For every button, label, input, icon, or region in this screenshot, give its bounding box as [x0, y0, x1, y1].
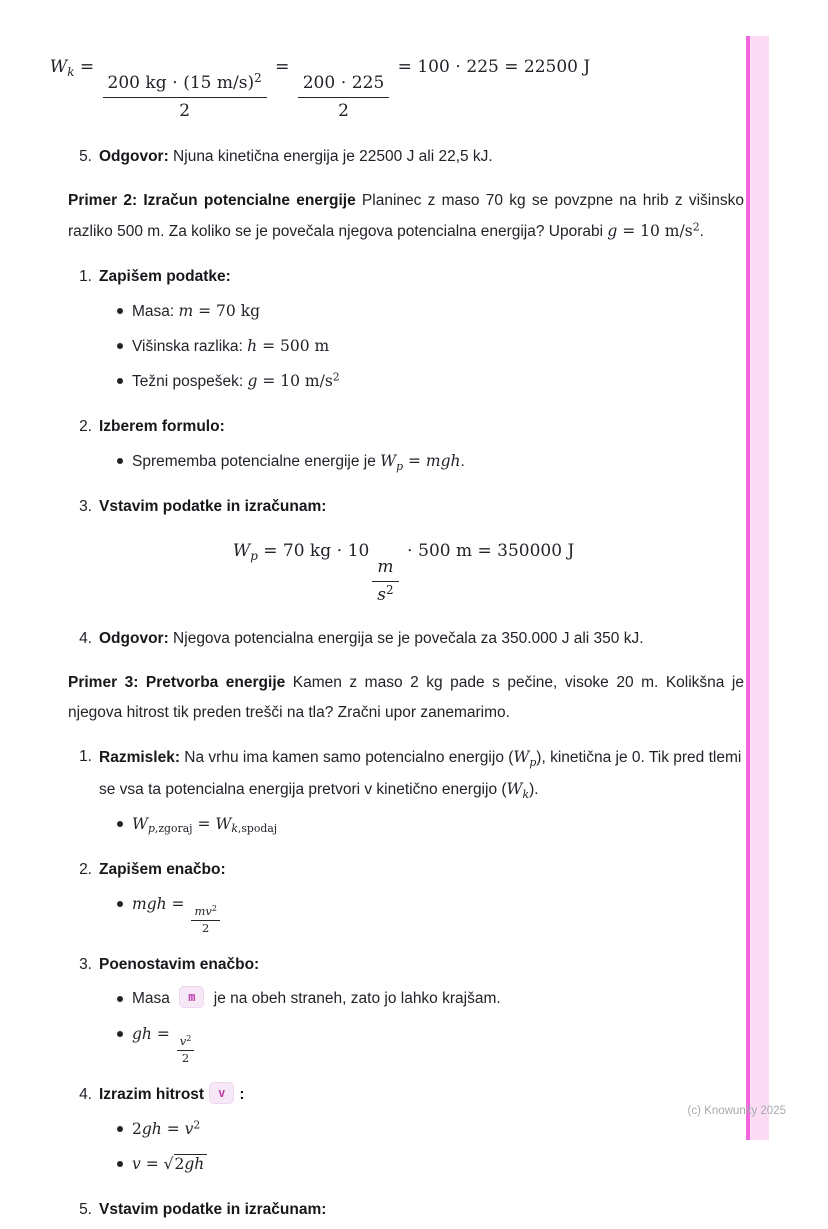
- list-marker: 4.: [79, 1086, 92, 1104]
- math-superscript: 2: [332, 370, 340, 384]
- math-text: = 10 m/s: [617, 222, 693, 241]
- math-var: W: [215, 814, 232, 833]
- math-text: = 100 ⋅ 225 = 22500 J: [392, 57, 591, 77]
- math-text: ,zgoraj: [154, 822, 193, 836]
- bold-label: Zapišem enačbo:: [99, 860, 226, 878]
- bullet-item-sqrt: [99, 1149, 744, 1180]
- bullet-icon: [117, 343, 123, 349]
- paragraph-primer-3: [68, 668, 744, 728]
- math-operator: =: [74, 57, 100, 77]
- text-run: Masa: [132, 990, 175, 1008]
- list-item-text: [99, 1080, 744, 1110]
- bullet-item-visinska: [99, 331, 744, 362]
- text-run: Masa:: [132, 302, 179, 320]
- bullet-icon: [117, 378, 123, 384]
- list-item-text: [99, 262, 744, 292]
- bullet-icon: [117, 1126, 123, 1132]
- text-run: Višinska razlika:: [132, 337, 248, 355]
- math-superscript: 2: [193, 1118, 201, 1132]
- math-subscript: p: [396, 459, 404, 473]
- primer-3-title: Primer 3: Pretvorba energije: [68, 674, 286, 692]
- fraction-denominator: 2: [179, 101, 191, 122]
- math-operator: =: [269, 57, 295, 77]
- text-run: Njuna kinetična energija je 22500 J ali 22,5 kJ.: [168, 148, 493, 166]
- bullet-icon: [117, 1161, 123, 1167]
- bullet-icon: [117, 996, 123, 1002]
- primer-2-title: Primer 2: Izračun potencialne energije: [68, 192, 356, 210]
- math-var: W: [49, 57, 68, 77]
- fraction-numerator: [191, 905, 219, 921]
- bullet-text: [132, 1149, 744, 1180]
- list-marker: 5.: [79, 148, 92, 166]
- code-chip-m: m: [179, 986, 204, 1008]
- bold-label: Zapišem podatke:: [99, 267, 231, 285]
- page-scrollbar[interactable]: [746, 36, 769, 1140]
- fraction-denominator: [372, 582, 398, 606]
- list-marker: 3.: [79, 956, 92, 974]
- bullet-item-tezni: [99, 366, 744, 397]
- math-subscript: k: [522, 787, 530, 801]
- text-run: Njegova potencialna energija se je povečala za 350.000 J ali 350 kJ.: [168, 630, 644, 648]
- bold-label: Vstavim podatke in izračunam:: [99, 1201, 327, 1219]
- fraction-numerator: [177, 1035, 195, 1051]
- math-operator: =: [140, 1155, 164, 1174]
- math-text: = 70 kg: [193, 301, 261, 320]
- list-item-text: [99, 412, 744, 442]
- math-superscript: 2: [386, 583, 394, 598]
- list-item-text: [99, 950, 744, 980]
- watermark-text: (c) Knowunity 2025: [687, 1105, 786, 1117]
- list-marker: 4.: [79, 630, 92, 648]
- list-item-zapisem-enacbo: [68, 855, 744, 940]
- text-run: Kamen z maso 2 kg pade s pečine, visoke 20 m. Kolikšna je njegova hitrost tik preden trešči na tla? Zračni upor zanemarimo.: [68, 674, 744, 722]
- math-text: 200 kg ⋅ (15 m/s): [107, 73, 255, 94]
- fraction-denominator: 2: [202, 921, 210, 936]
- math-var: g: [247, 371, 258, 390]
- math-operator: =: [166, 894, 190, 913]
- math-var: mgh: [425, 451, 461, 470]
- math-var: W: [513, 748, 530, 767]
- text-run: Sprememba potencialne energije je: [132, 452, 381, 470]
- text-run: Planinec z maso 70 kg se povzpne na hrib z višinsko razliko 500 m. Za koliko se je povečala njegova potencialna energija? Uporabi: [68, 192, 744, 241]
- fraction-numerator: [103, 72, 267, 98]
- list-item-text: [99, 742, 744, 804]
- math-var: v: [179, 1033, 187, 1048]
- math-var: W: [506, 779, 523, 798]
- fraction-denominator: 2: [338, 101, 349, 122]
- fraction: [191, 905, 219, 935]
- math-operator: =: [403, 451, 426, 470]
- math-var: W: [132, 814, 148, 833]
- math-superscript: 2: [692, 221, 700, 235]
- math-text: ,spodaj: [237, 822, 278, 836]
- text-run: .: [699, 223, 704, 241]
- bold-label: Izberem formulo:: [99, 417, 225, 435]
- bold-label: Razmislek:: [99, 749, 180, 767]
- bullet-text: [132, 1114, 744, 1145]
- math-var: p: [147, 822, 155, 836]
- list-marker: 2.: [79, 417, 92, 435]
- bullet-icon: [117, 1031, 123, 1037]
- math-var: v: [132, 1155, 141, 1174]
- list-marker: 3.: [79, 497, 92, 515]
- bullet-text: [132, 366, 744, 397]
- text-run: Težni pospešek:: [132, 372, 248, 390]
- text-run: .: [460, 452, 465, 470]
- list-item-text: [99, 492, 744, 522]
- bullet-item-gh-equation: [99, 1019, 744, 1066]
- math-superscript: 2: [211, 904, 217, 914]
- list-item-zapisem-podatke: [68, 262, 744, 401]
- list-item-poenostavim: [68, 950, 744, 1069]
- math-subscript: [231, 823, 277, 835]
- bullet-text: [132, 1019, 744, 1066]
- bullet-item-masa-krajsanje: [99, 984, 744, 1014]
- paragraph-primer-2: [68, 186, 744, 247]
- bold-label: Izrazim hitrost: [99, 1086, 205, 1104]
- text-run: :: [239, 1086, 245, 1104]
- math-text: = 10 m/s: [257, 371, 333, 390]
- math-superscript: 2: [186, 1033, 192, 1043]
- radical-sign: √: [163, 1155, 174, 1174]
- bold-label: Odgovor:: [99, 630, 169, 648]
- math-text: ⋅ 500 m = 350000 J: [401, 540, 575, 561]
- fraction-denominator: 2: [181, 1051, 190, 1065]
- math-var: s: [377, 585, 387, 606]
- list-item-izberem-formulo: [68, 412, 744, 481]
- code-chip-v: v: [209, 1082, 234, 1104]
- scrollbar-accent-line: [746, 36, 750, 1140]
- list-marker: 1.: [79, 748, 92, 766]
- bullet-text: [132, 984, 744, 1014]
- list-item-izrazim-hitrost: [68, 1080, 744, 1184]
- bullet-text: [132, 809, 744, 840]
- bold-label: Poenostavim enačbo:: [99, 956, 260, 974]
- math-var: W: [232, 540, 251, 561]
- bullet-text: [132, 446, 744, 477]
- bullet-text: [132, 296, 744, 327]
- bullet-text: [132, 889, 744, 936]
- math-subscript: [148, 823, 193, 835]
- text-run: ).: [529, 780, 539, 798]
- fraction-numerator: m: [372, 556, 398, 582]
- bold-label: Vstavim podatke in izračunam:: [99, 497, 327, 515]
- bullet-item-masa: [99, 296, 744, 327]
- math-var: gh: [141, 1120, 162, 1139]
- bullet-text: [132, 331, 744, 362]
- display-formula-kinetic: [0, 56, 658, 122]
- math-var: v: [184, 1120, 194, 1139]
- fraction: [298, 72, 390, 122]
- math-superscript: 2: [254, 71, 262, 86]
- math-number: 2: [174, 1155, 185, 1174]
- display-formula-potential: [81, 540, 726, 606]
- math-subscript: p: [250, 549, 258, 564]
- list-item-text: [92, 1195, 744, 1225]
- math-var: g: [607, 222, 618, 241]
- list-item-razmislek: [68, 742, 744, 843]
- list-item-odgovor-1: [68, 142, 744, 172]
- math-var: W: [380, 451, 397, 470]
- math-text: = 70 kg ⋅ 10: [257, 540, 370, 561]
- list-item-text: [92, 624, 744, 654]
- math-text: = 500 m: [257, 336, 330, 355]
- bullet-icon: [117, 308, 123, 314]
- fraction: [177, 1035, 195, 1065]
- math-subscript: k: [67, 65, 75, 80]
- fraction: [103, 72, 267, 122]
- list-item-vstavim-2: [68, 1195, 744, 1225]
- math-var: k: [231, 822, 238, 836]
- fraction: [372, 556, 398, 606]
- math-var: h: [247, 336, 258, 355]
- text-run: je na obeh straneh, zato jo lahko krajšam.: [209, 990, 501, 1008]
- document-content: [49, 36, 744, 1229]
- list-marker: 2.: [79, 860, 92, 878]
- math-var: m: [178, 301, 194, 320]
- list-item-text: [99, 855, 744, 885]
- list-marker: 5.: [79, 1201, 92, 1219]
- fraction-numerator: 200 ⋅ 225: [298, 72, 390, 98]
- math-var: gh: [184, 1155, 205, 1174]
- bullet-item-mgh-equation: [99, 889, 744, 936]
- bullet-icon: [117, 901, 123, 907]
- math-var: gh: [132, 1024, 152, 1043]
- list-item-odgovor-2: [68, 624, 744, 654]
- bold-label: Odgovor:: [99, 148, 169, 166]
- bullet-icon: [117, 458, 123, 464]
- math-operator: =: [151, 1024, 175, 1043]
- math-number: 2: [132, 1120, 142, 1139]
- radicand: [174, 1154, 208, 1173]
- math-operator: =: [161, 1120, 185, 1139]
- math-operator: =: [192, 814, 216, 833]
- math-var: mv: [194, 904, 212, 919]
- text-run: ), kinetična je 0. Tik pred tlemi se vsa ta potencialna energija pretvori v kinetično energijo (: [99, 749, 742, 798]
- math-subscript: p: [529, 756, 537, 770]
- bullet-icon: [117, 821, 123, 827]
- bullet-item-energy-equality: [99, 809, 744, 840]
- math-var: mgh: [132, 894, 167, 913]
- list-marker: 1.: [79, 267, 92, 285]
- text-run: Na vrhu ima kamen samo potencialno energijo (: [179, 749, 514, 767]
- bullet-item-formula-wp: [99, 446, 744, 477]
- list-item-vstavim-1: [68, 492, 744, 620]
- bullet-item-2gh: [99, 1114, 744, 1145]
- list-item-text: [92, 142, 744, 172]
